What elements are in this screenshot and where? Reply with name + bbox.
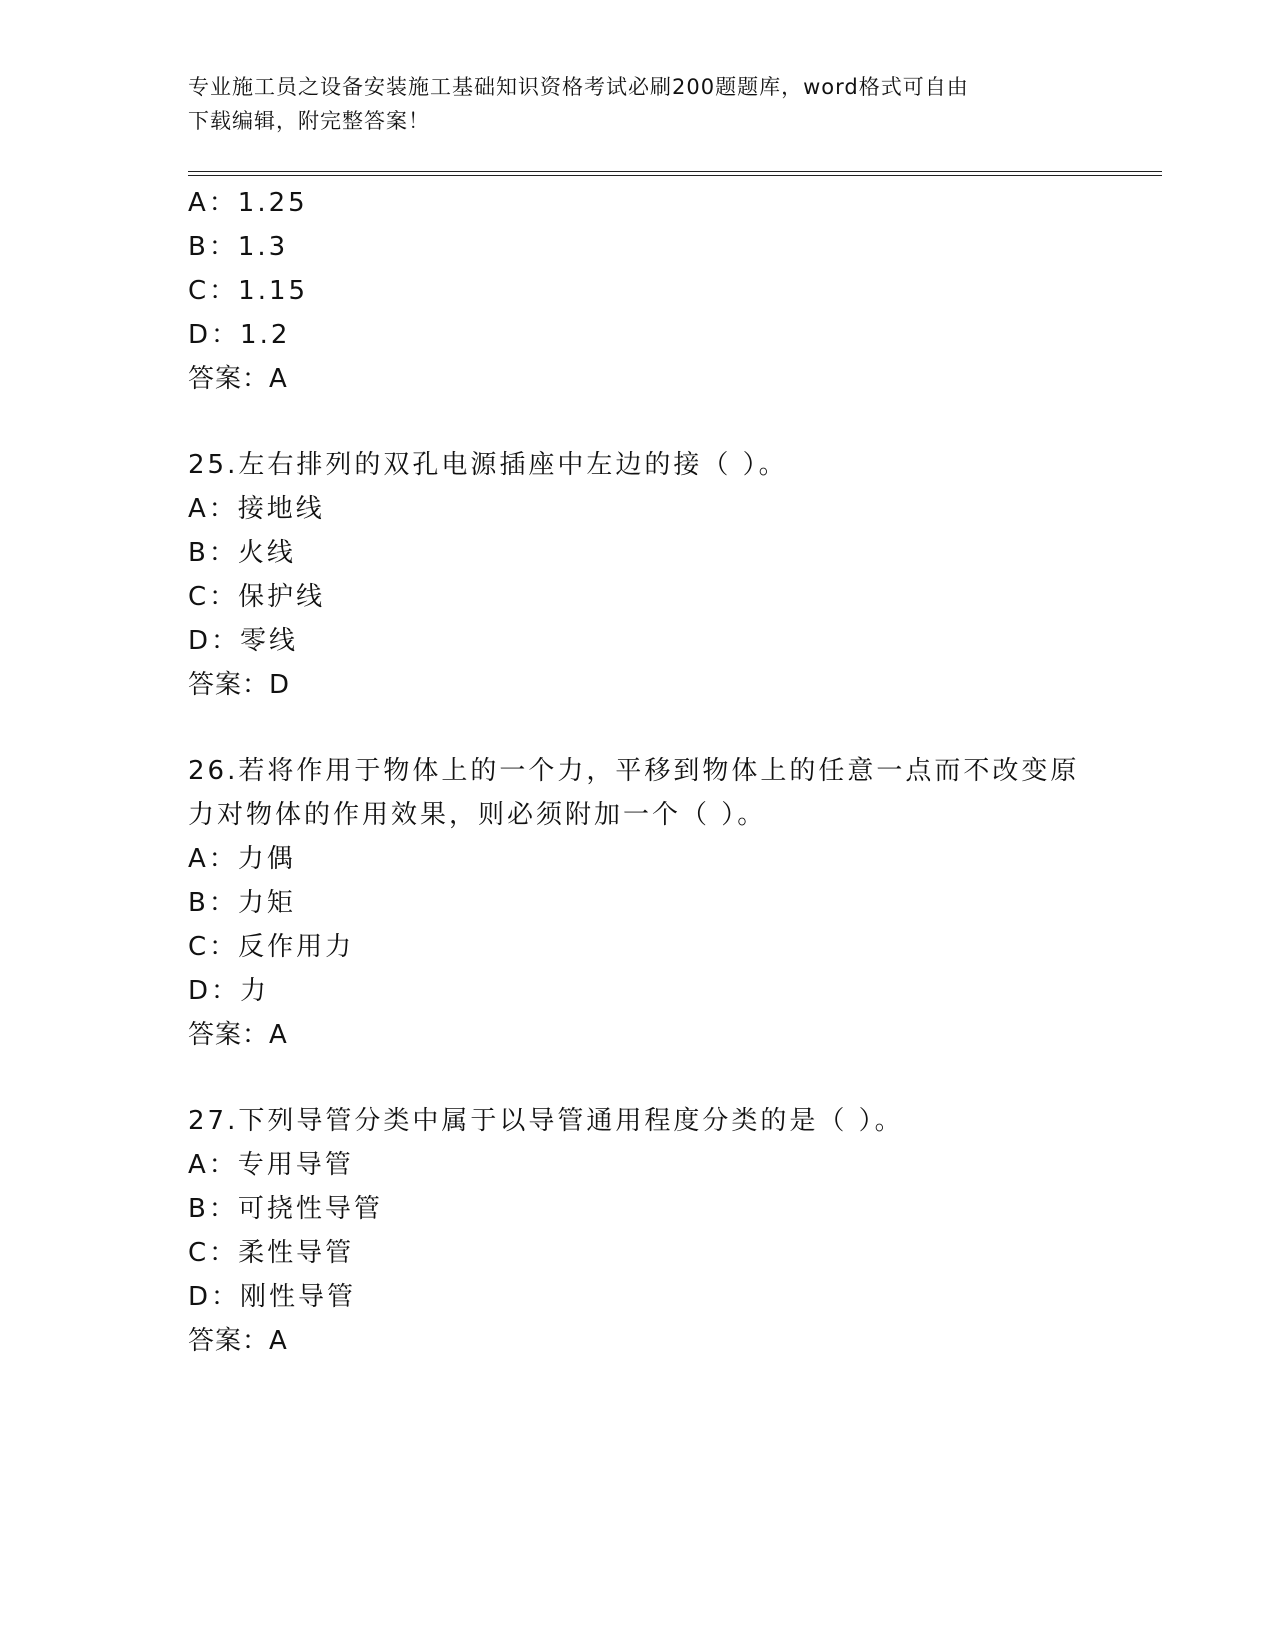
q27-option-c: C：柔性导管 [188, 1238, 355, 1268]
q26-option-a: A：力偶 [188, 844, 296, 874]
q27-option-d: D：刚性导管 [188, 1282, 357, 1312]
q25-option-d: D：零线 [188, 626, 299, 656]
document-title-line-2: 下载编辑，附完整答案！ [188, 109, 430, 133]
header-rule-bottom [188, 175, 1162, 176]
q25-question: 25.左右排列的双孔电源插座中左边的接（ ）。 [188, 450, 788, 480]
q27-answer: 答案：A [188, 1326, 288, 1356]
q27-option-a: A：专用导管 [188, 1150, 354, 1180]
q24-answer: 答案：A [188, 364, 288, 394]
q25-option-b: B：火线 [188, 538, 296, 568]
q26-option-d: D：力 [188, 976, 270, 1006]
q26-answer: 答案：A [188, 1020, 288, 1050]
q25-option-a: A：接地线 [188, 494, 325, 524]
q24-option-b: B：1.3 [188, 232, 289, 262]
document-title-line-1: 专业施工员之设备安装施工基础知识资格考试必刷200题题库，word格式可自由 [188, 75, 969, 99]
q26-option-b: B：力矩 [188, 888, 296, 918]
q25-answer: 答案：D [188, 670, 291, 700]
q26-question-line-2: 力对物体的作用效果，则必须附加一个（ ）。 [188, 800, 767, 830]
header-rule-top [188, 171, 1162, 172]
q26-question-line-1: 26.若将作用于物体上的一个力，平移到物体上的任意一点而不改变原 [188, 756, 1080, 786]
q27-option-b: B：可挠性导管 [188, 1194, 383, 1224]
q25-option-c: C：保护线 [188, 582, 326, 612]
q27-question: 27.下列导管分类中属于以导管通用程度分类的是（ ）。 [188, 1106, 904, 1136]
q24-option-c: C：1.15 [188, 276, 309, 306]
q24-option-d: D：1.2 [188, 320, 291, 350]
q26-option-c: C：反作用力 [188, 932, 355, 962]
q24-option-a: A：1.25 [188, 188, 308, 218]
